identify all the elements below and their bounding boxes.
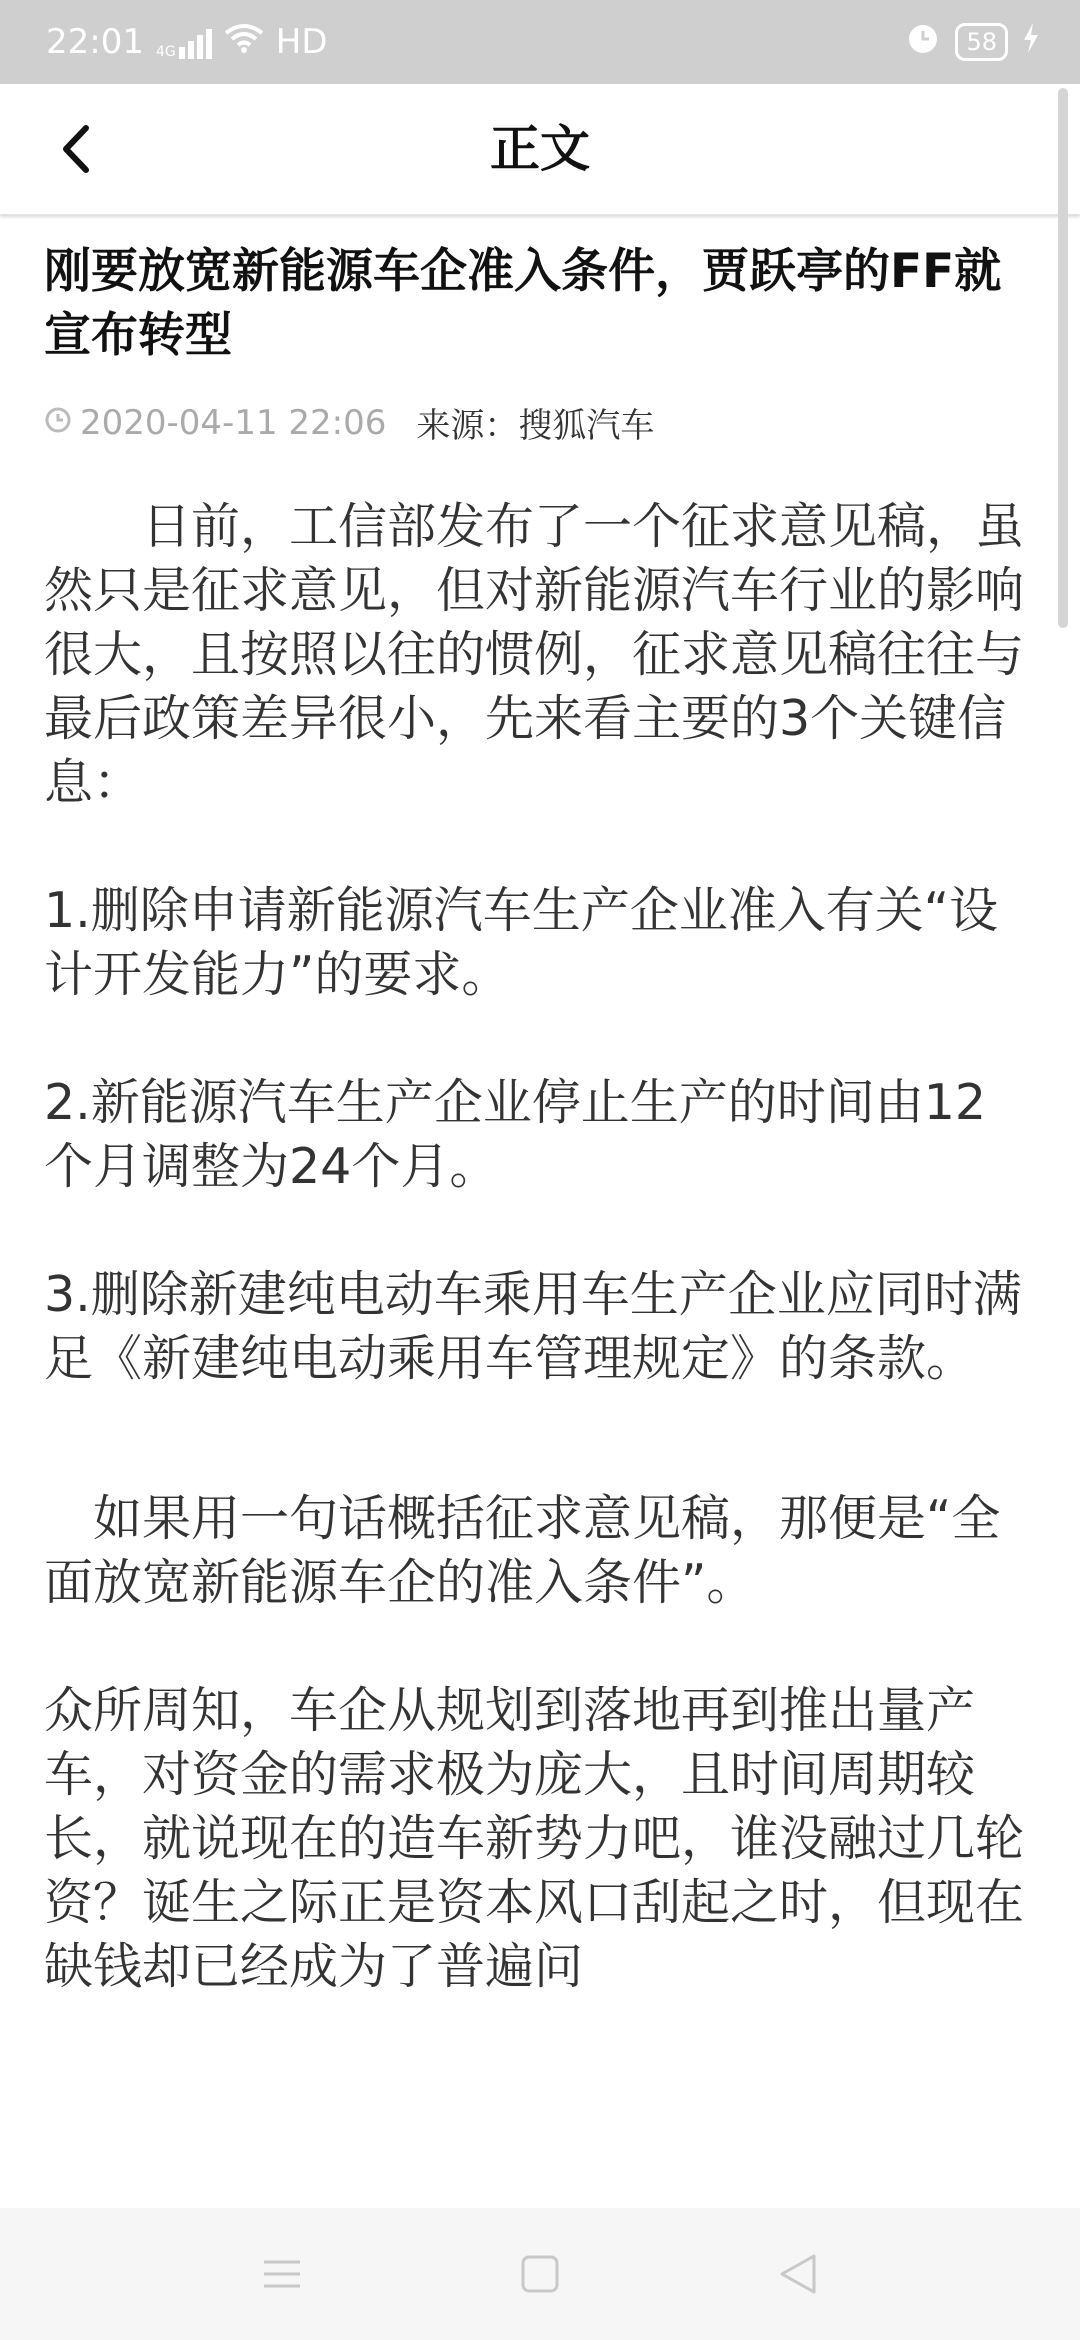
triangle-back-icon (778, 2252, 818, 2296)
home-button[interactable] (510, 2244, 570, 2304)
article-meta (44, 398, 1034, 447)
battery-level: 58 (966, 28, 997, 56)
battery-icon (955, 23, 1008, 61)
hd-label: HD (275, 22, 328, 62)
article-source: 来源：搜狐汽车 (416, 406, 655, 446)
scrollbar[interactable] (1058, 88, 1068, 628)
status-right (905, 0, 1040, 84)
article-body (44, 495, 1034, 1999)
paragraph: 2.新能源汽车生产企业停止生产的时间由12个月调整为24个月。 (44, 1074, 987, 1195)
paragraph: 3.删除新建纯电动车乘用车生产企业应同时满足《新建纯电动乘用车管理规定》的条款。 (44, 1266, 1022, 1387)
article-title: 刚要放宽新能源车企准入条件，贾跃亭的FF就宣布转型 (44, 244, 1002, 363)
app-bar (0, 84, 1080, 215)
paragraph: 众所周知，车企从规划到落地再到推出量产车，对资金的需求极为庞大，且时间周期较长，就说现在的造车新势力吧，谁没融过几轮资？诞生之际正是资本风口刮起之时，但现在缺钱却已经成为了普遍问 (44, 1682, 1025, 1995)
alarm-icon (905, 20, 941, 64)
status-time: 22:01 (46, 22, 144, 62)
home-icon (520, 2254, 560, 2294)
page-title: 正文 (490, 120, 590, 178)
wifi-icon (224, 22, 264, 62)
clock-icon (44, 403, 72, 443)
menu-icon (262, 2256, 302, 2292)
paragraph: 日前，工信部发布了一个征求意见稿，虽然只是征求意见，但对新能源汽车行业的影响很大，且按照以往的惯例，征求意见稿往往与最后政策差异很小，先来看主要的3个关键信息： (44, 498, 1025, 811)
paragraph: 如果用一句话概括征求意见稿，那便是“全面放宽新能源车企的准入条件”。 (44, 1490, 1001, 1611)
status-left (46, 0, 328, 84)
navigation-bar (0, 2208, 1080, 2340)
charging-icon (1022, 23, 1040, 61)
network-type: 4G (155, 44, 176, 60)
nav-back-button[interactable] (768, 2244, 828, 2304)
article (44, 240, 1034, 2063)
signal-icon (156, 25, 212, 59)
article-date: 2020-04-11 22:06 (80, 402, 387, 443)
status-bar (0, 0, 1080, 84)
menu-button[interactable] (252, 2244, 312, 2304)
paragraph: 1.删除申请新能源汽车生产企业准入有关“设计开发能力”的要求。 (44, 882, 999, 1003)
